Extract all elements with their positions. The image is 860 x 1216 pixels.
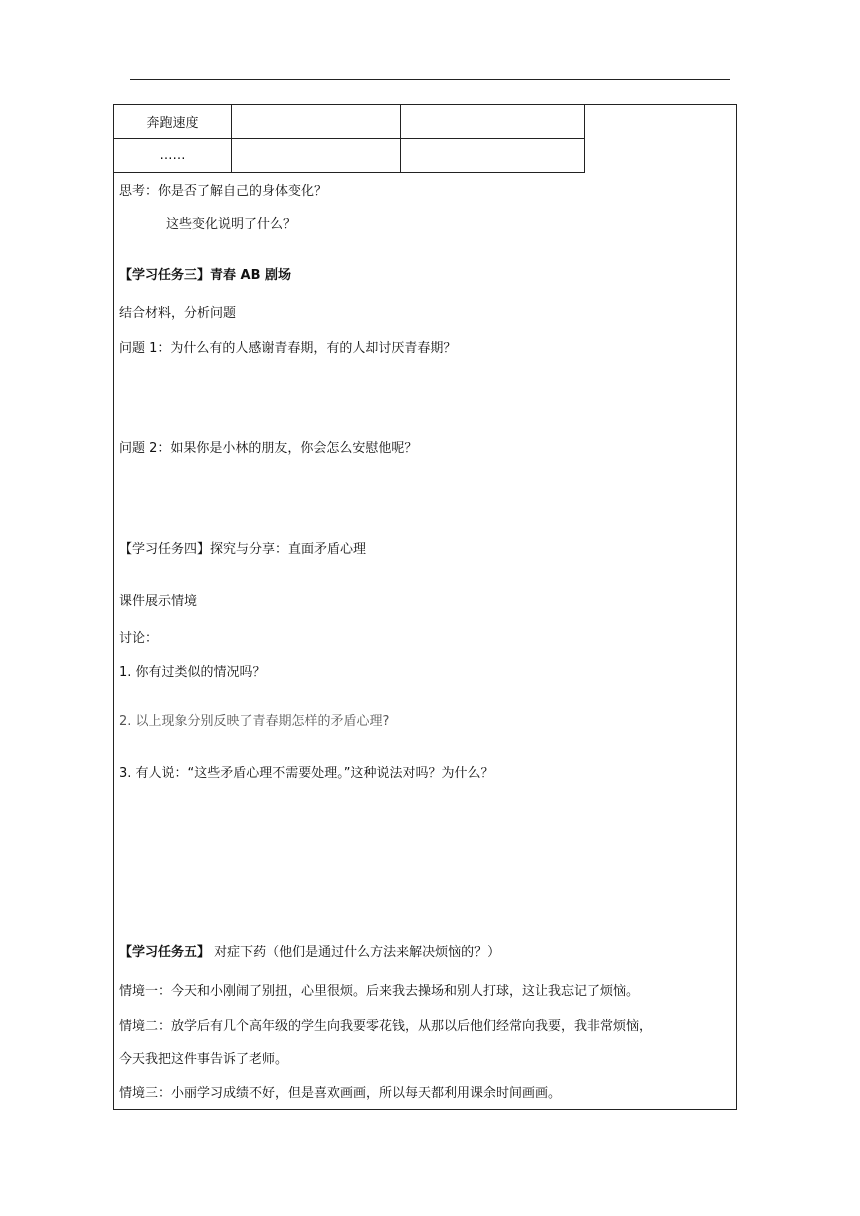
task4-intro: 课件展示情境 bbox=[119, 594, 198, 609]
table-row bbox=[114, 105, 585, 139]
task4-discuss-3: 3. 有人说：“这些矛盾心理不需要处理。”这种说法对吗？为什么？ bbox=[119, 766, 494, 781]
task3-question-1: 问题 1：为什么有的人感谢青春期，有的人却讨厌青春期？ bbox=[119, 341, 457, 356]
task5-heading-text: 对症下药（他们是通过什么方法来解决烦恼的？） bbox=[210, 945, 501, 960]
think-question-1: 思考：你是否了解自己的身体变化？ bbox=[119, 184, 328, 199]
task3-heading: 【学习任务三】青春 AB 剧场 bbox=[119, 268, 292, 283]
think-question-2: 这些变化说明了什么？ bbox=[166, 217, 297, 232]
task5-heading bbox=[119, 944, 500, 962]
task4-discuss-1: 1. 你有过类似的情况吗？ bbox=[119, 665, 266, 680]
table-cell bbox=[232, 139, 401, 173]
table-cell-label: …… bbox=[114, 139, 232, 173]
task4-heading: 【学习任务四】探究与分享：直面矛盾心理 bbox=[119, 542, 367, 557]
task5-scenario-2-cont: 今天我把这件事告诉了老师。 bbox=[119, 1052, 289, 1067]
table-cell bbox=[232, 105, 401, 139]
task5-scenario-2: 情境二：放学后有几个高年级的学生向我要零花钱，从那以后他们经常向我要，我非常烦恼， bbox=[119, 1019, 653, 1034]
task3-intro: 结合材料，分析问题 bbox=[119, 306, 237, 321]
table-row bbox=[114, 139, 585, 173]
table-cell bbox=[401, 139, 585, 173]
body-change-table bbox=[113, 104, 585, 173]
task4-discuss-2: 2. 以上现象分别反映了青春期怎样的矛盾心理? bbox=[119, 714, 390, 729]
task5-scenario-1: 情境一：今天和小刚闹了别扭，心里很烦。后来我去操场和别人打球，这让我忘记了烦恼。 bbox=[119, 984, 640, 999]
table-cell bbox=[401, 105, 585, 139]
task3-question-2: 问题 2：如果你是小林的朋友，你会怎么安慰他呢？ bbox=[119, 441, 418, 456]
header-rule bbox=[130, 79, 730, 80]
task4-discuss-label: 讨论： bbox=[119, 631, 159, 646]
table-cell-label: 奔跑速度 bbox=[114, 105, 232, 139]
task5-scenario-3: 情境三：小丽学习成绩不好，但是喜欢画画，所以每天都利用课余时间画画。 bbox=[119, 1086, 562, 1101]
task5-heading-label: 【学习任务五】 bbox=[119, 945, 211, 960]
